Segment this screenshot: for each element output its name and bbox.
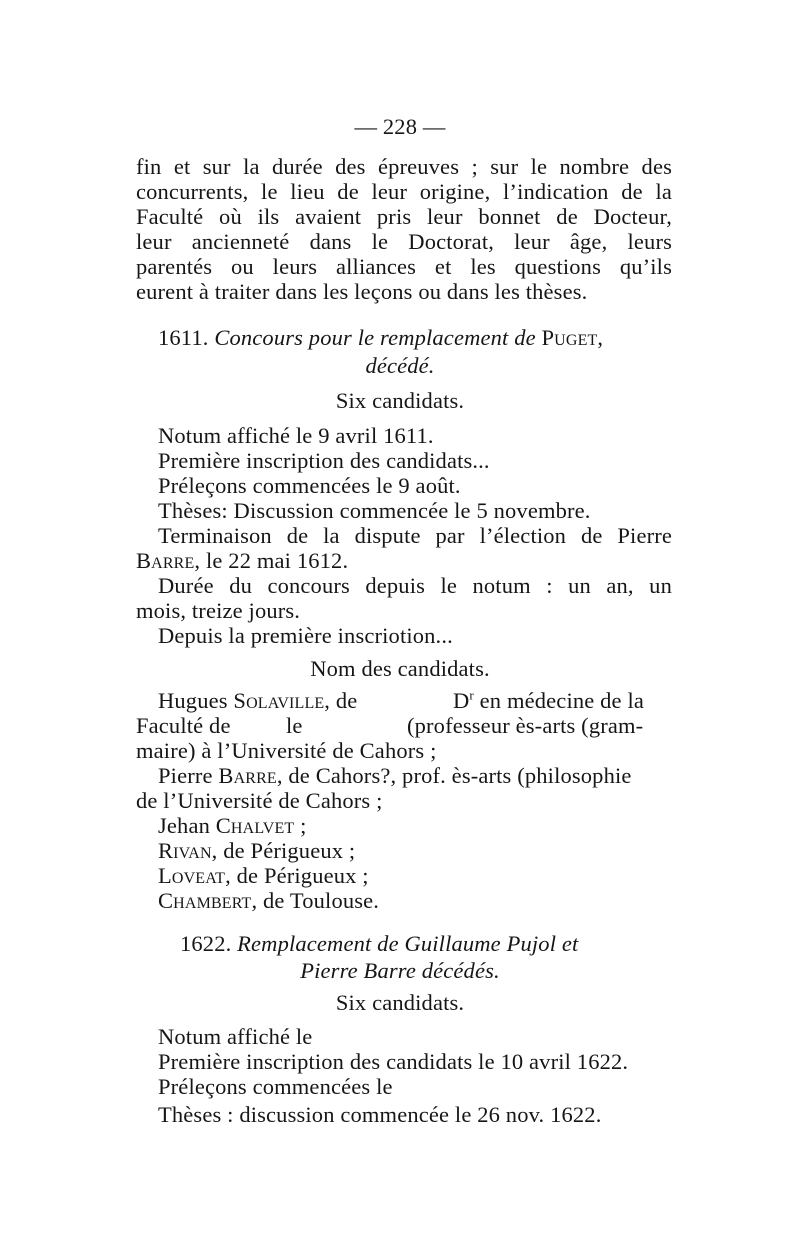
intro-line: fin et sur la durée des épreuves ; sur le nombre des bbox=[136, 154, 672, 179]
section-title: Remplacement de Guillaume Pujol et bbox=[237, 931, 579, 956]
section-year: 1622. bbox=[180, 931, 232, 956]
prelecons-line: Préleçons commencées le bbox=[158, 1074, 393, 1099]
candidate-entry bbox=[158, 888, 379, 913]
section-heading bbox=[180, 931, 578, 956]
candidate-entry-cont: Faculté de bbox=[136, 713, 231, 738]
candidate-firstname: Hugues bbox=[158, 688, 234, 713]
candidate-entry bbox=[158, 863, 369, 888]
termination-date: le 22 mai 1612. bbox=[200, 548, 349, 573]
candidate-entry-cont: (professeur ès-arts (gram- bbox=[407, 713, 644, 738]
intro-line: concurrents, le lieu de leur origine, l’indication de la bbox=[136, 179, 672, 204]
candidate-entry bbox=[158, 688, 357, 713]
since-first-line: Depuis la première inscriotion... bbox=[158, 623, 453, 648]
duration-line: Durée du concours depuis le notum : un an, un bbox=[158, 573, 672, 598]
section-title-cont: Pierre Barre décédés. bbox=[300, 958, 500, 983]
candidates-count: Six candidats. bbox=[335, 388, 465, 413]
candidate-entry-cont: le bbox=[286, 713, 303, 738]
candidate-origin: de Toulouse. bbox=[257, 888, 380, 913]
person-name: Barre, bbox=[136, 548, 201, 573]
intro-line: parentés ou leurs alliances et les questions qu’ils bbox=[136, 254, 672, 279]
candidate-entry bbox=[158, 838, 355, 863]
theses-line: Thèses : discussion commencée le 26 nov. 1622. bbox=[158, 1102, 602, 1127]
first-inscription-line: Première inscription des candidats... bbox=[158, 448, 490, 473]
first-inscription-line: Première inscription des candidats le 10 avril 1622. bbox=[158, 1049, 629, 1074]
person-name: Puget, bbox=[541, 325, 604, 350]
person-name: Rivan, bbox=[158, 838, 218, 863]
section-title: Concours pour le remplacement de bbox=[214, 325, 536, 350]
section-title-cont: décédé. bbox=[365, 353, 435, 378]
theses-line: Thèses: Discussion commencée le 5 novembre. bbox=[158, 498, 591, 523]
person-name: Solaville, bbox=[233, 688, 331, 713]
names-heading: Nom des candidats. bbox=[310, 656, 490, 681]
duration-line-cont: mois, treize jours. bbox=[136, 598, 301, 623]
degree-text: en médecine de la bbox=[473, 688, 645, 713]
person-name: Chalvet bbox=[215, 813, 295, 838]
candidate-degree bbox=[453, 688, 644, 713]
degree-sup: r bbox=[469, 687, 474, 703]
notum-line: Notum affiché le bbox=[158, 1024, 313, 1049]
candidate-origin: de Cahors?, prof. ès-arts (philosophie bbox=[282, 763, 632, 788]
candidate-entry-cont: de l’Université de Cahors ; bbox=[136, 788, 383, 813]
candidates-count: Six candidats. bbox=[335, 990, 465, 1015]
person-name: Barre, bbox=[218, 763, 283, 788]
candidate-origin: de Périgueux ; bbox=[217, 838, 356, 863]
section-heading bbox=[158, 325, 603, 350]
intro-line: leur ancienneté dans le Doctorat, leur âge, leurs bbox=[136, 229, 672, 254]
candidate-firstname: Pierre bbox=[158, 763, 219, 788]
candidate-entry-cont: maire) à l’Université de Cahors ; bbox=[136, 738, 437, 763]
termination-line: Terminaison de la dispute par l’élection de Pierre bbox=[158, 523, 672, 548]
degree-abbrev: D bbox=[453, 688, 470, 713]
candidate-entry bbox=[158, 813, 307, 838]
prelecons-line: Préleçons commencées le 9 août. bbox=[158, 473, 461, 498]
person-name: Loveat, bbox=[158, 863, 231, 888]
candidate-origin: de Périgueux ; bbox=[230, 863, 369, 888]
person-name: Chambert, bbox=[158, 888, 258, 913]
intro-line: eurent à traiter dans les leçons ou dans les thèses. bbox=[136, 279, 588, 304]
candidate-origin: de bbox=[330, 688, 358, 713]
notum-line: Notum affiché le 9 avril 1611. bbox=[158, 423, 434, 448]
candidate-entry bbox=[158, 763, 632, 788]
candidate-firstname: Jehan bbox=[158, 813, 216, 838]
candidate-origin: ; bbox=[294, 813, 307, 838]
intro-line: Faculté où ils avaient pris leur bonnet de Docteur, bbox=[136, 204, 672, 229]
page-number: — 228 — bbox=[354, 114, 446, 139]
termination-line-cont bbox=[136, 548, 348, 573]
section-year: 1611. bbox=[158, 325, 209, 350]
